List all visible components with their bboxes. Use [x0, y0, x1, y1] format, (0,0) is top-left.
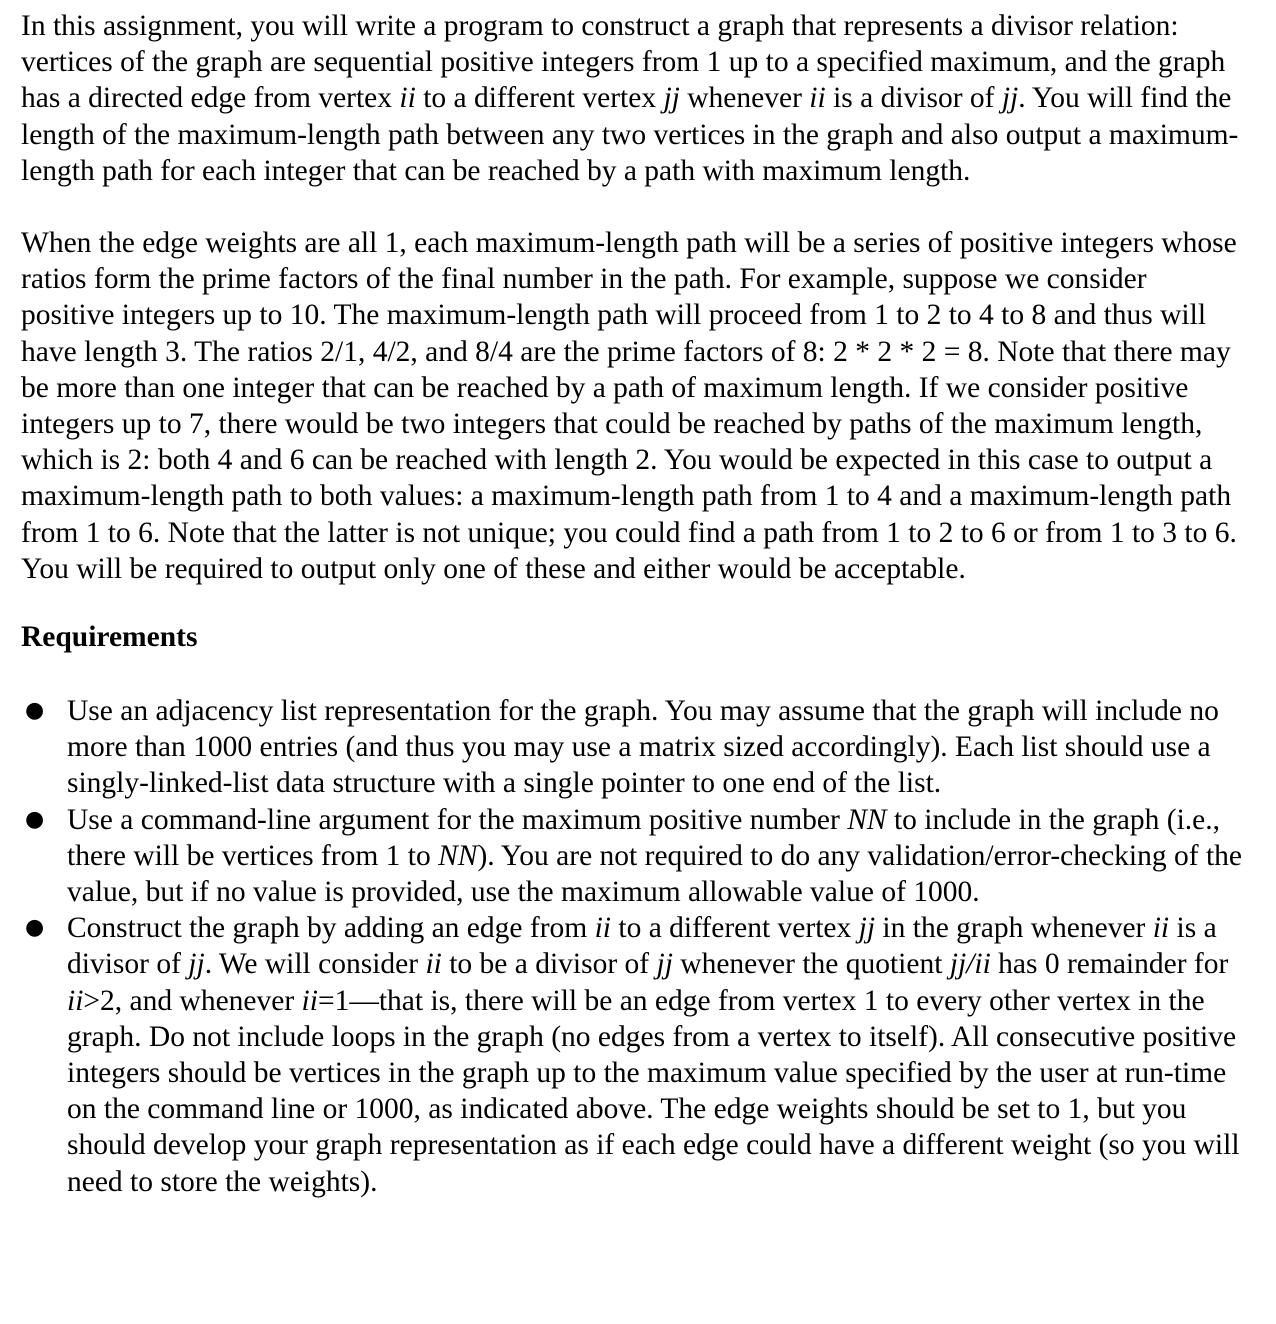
- var-ii: ii: [399, 82, 416, 115]
- requirement-item-adjacency-list: [21, 693, 1246, 802]
- var-jj: jj: [858, 912, 876, 945]
- var-jj: jj: [1001, 82, 1019, 115]
- example-paragraph: When the edge weights are all 1, each maximum-length path will be a series of positive integers whose ratios form the prime factors of the final number in the path. For example, suppose we consider positive integers up to 10. The maximum-length path will proceed from 1 to 2 to 4 to 8 and thus will have length 3. The ratios 2/1, 4/2, and 8/4 are the prime factors of 8: 2 * 2 * 2 = 8. Note that there may be more than one integer that can be reached by a path of maximum length. If we consider positive integers up to 7, there would be two integers that could be reached by paths of the maximum length, which is 2: both 4 and 6 can be reached with length 2. You would be expected in this case to output a maximum-length path to both values: a maximum-length path from 1 to 4 and a maximum-length path from 1 to 6. Note that the latter is not unique; you could find a path from 1 to 2 to 6 or from 1 to 3 to 6. You will be required to output only one of these and either would be acceptable.: [21, 227, 1237, 585]
- requirement-text-8: has 0 remainder for: [990, 948, 1229, 981]
- var-jj: jj: [663, 82, 680, 115]
- bullet-icon: ●: [25, 698, 45, 724]
- intro-text-2: to a different vertex: [415, 82, 664, 115]
- requirement-text-1: Use a command-line argument for the maximum positive number: [67, 803, 848, 836]
- requirement-text-2: to include in the graph (i.e., there will be vertices from 1 to: [67, 803, 1220, 872]
- requirement-text-2: to a different vertex: [611, 912, 859, 945]
- intro-text-4: is a divisor of: [825, 82, 1002, 115]
- var-ii: ii: [594, 912, 611, 945]
- intro-text-3: whenever: [679, 82, 810, 115]
- var-nn: NN: [438, 839, 478, 872]
- intro-text-1: In this assignment, you will write a program to construct a graph that represents a divisor relation: vertices of the graph are sequential positive integers from 1 up to a specified maximum, and the graph has a directed edge from vertex: [21, 10, 1226, 115]
- requirement-text-7: whenever the quotient: [672, 948, 950, 981]
- requirement-item-command-line: [21, 802, 1246, 911]
- bullet-icon: ●: [25, 915, 45, 941]
- requirement-text: Use an adjacency list representation for the graph. You may assume that the graph will include no more than 1000 entries (and thus you may use a matrix sized accordingly). Each list should use a singly-linked-list data structure with a single pointer to one end of the list.: [67, 695, 1219, 800]
- var-ii: ii: [1152, 912, 1170, 945]
- requirement-text-6: to be a divisor of: [441, 948, 657, 981]
- var-quotient: jj/ii: [949, 948, 991, 981]
- requirement-text-9: >2, and whenever: [83, 984, 302, 1017]
- var-jj: jj: [188, 948, 205, 981]
- requirement-text-3: in the graph whenever: [875, 912, 1153, 945]
- requirement-text-10: =1—that is, there will be an edge from vertex 1 to every other vertex in the graph. Do not include loops in the graph (no edges from a vertex to itself). All consecutive positive integers should be vertices in the graph up to the maximum value specified by the user at run-time on the command line or 1000, as indicated above. The edge weights should be set to 1, but you should develop your graph representation as if each edge could have a different weight (so you will need to store the weights).: [67, 984, 1240, 1198]
- intro-paragraph: [21, 8, 1246, 189]
- requirement-text-3: ). You are not required to do any validation/error-checking of the value, but if no value is provided, use the maximum allowable value of 1000.: [67, 839, 1242, 909]
- var-ii: ii: [67, 984, 84, 1017]
- var-jj: jj: [656, 948, 673, 981]
- requirement-text-5: . We will consider: [204, 948, 426, 981]
- requirements-heading: Requirements: [21, 621, 198, 654]
- intro-text-5: . You will find the length of the maximum-length path between any two vertices in the graph and also output a maximum-length path for each integer that can be reached by a path with maximum length.: [21, 82, 1239, 187]
- bullet-icon: ●: [25, 806, 45, 832]
- requirement-text-1: Construct the graph by adding an edge from: [67, 912, 595, 945]
- requirements-list: [21, 693, 1246, 1200]
- var-nn: NN: [847, 803, 887, 836]
- var-ii: ii: [809, 82, 826, 115]
- requirement-text-4: is a divisor of: [67, 912, 1217, 981]
- var-ii: ii: [301, 984, 318, 1017]
- requirement-item-construct-graph: [21, 910, 1246, 1200]
- var-ii: ii: [425, 948, 442, 981]
